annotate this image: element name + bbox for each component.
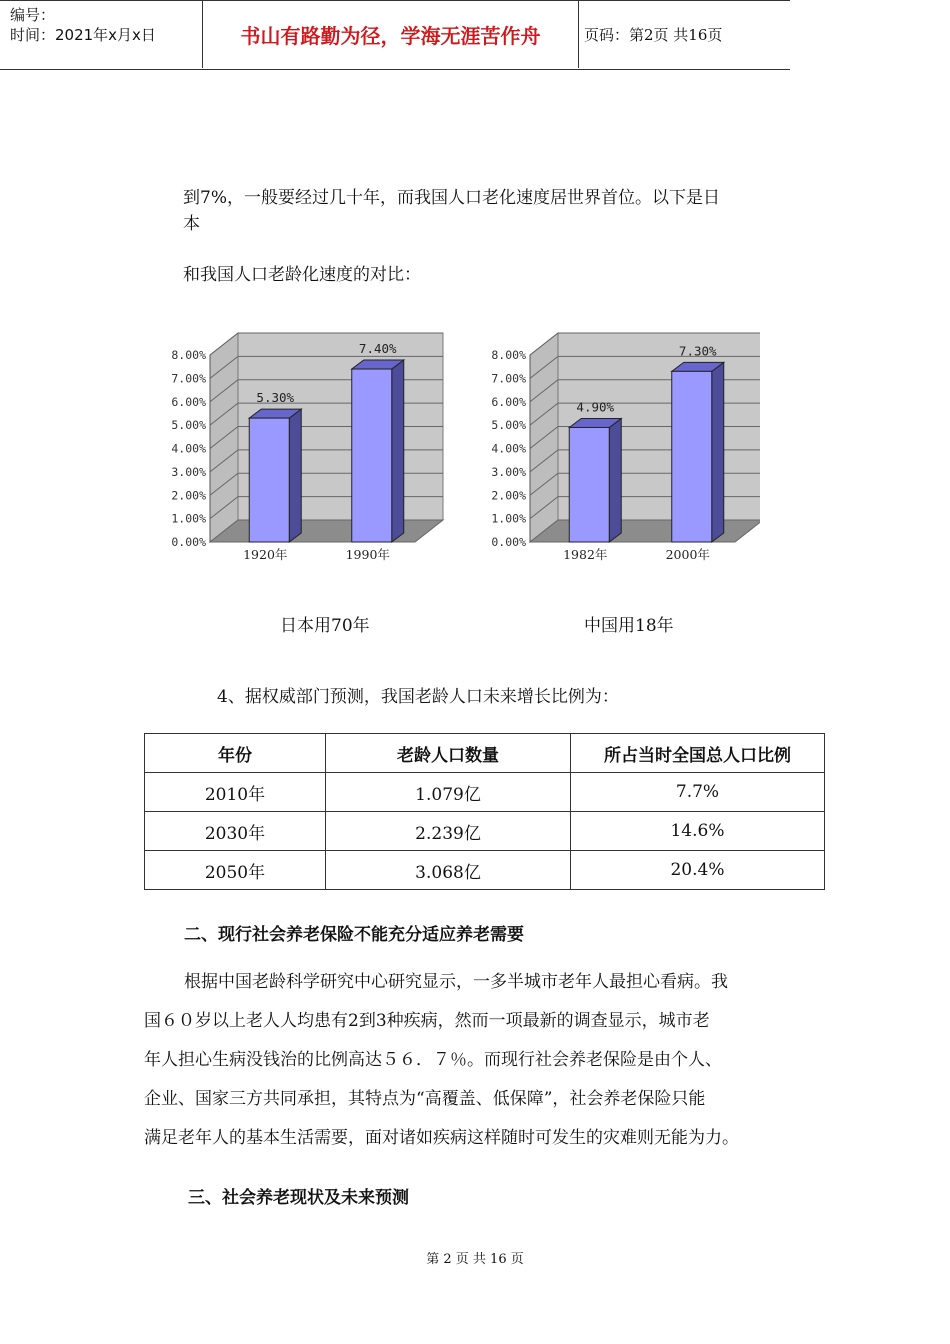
col-count: 老龄人口数量 — [326, 734, 571, 773]
bar — [249, 418, 289, 542]
bar-side — [609, 418, 621, 542]
page-footer: 第 2 页 共 16 页 — [426, 1252, 524, 1267]
cell-ratio: 14.6% — [571, 812, 825, 851]
forecast-table — [144, 733, 825, 890]
y-tick-label: 7.00% — [171, 371, 206, 386]
header-page-info: 页码：第2页 共16页 — [584, 25, 723, 44]
bar-side — [289, 409, 301, 542]
section2-title: 二、现行社会养老保险不能充分适应养老需要 — [184, 925, 524, 945]
intro-line-3: 和我国人口老龄化速度的对比： — [183, 265, 421, 285]
intro-line-1: 到7%，一般要经过几十年，而我国人口老化速度居世界首位。以下是日 — [183, 188, 720, 208]
y-tick-label: 5.00% — [171, 418, 206, 433]
paragraph-line: 年人担心生病没钱治的比例高达５６．７％。而现行社会养老保险是由个人、 — [144, 1050, 722, 1070]
cell-year: 2030年 — [145, 812, 326, 851]
data-label: 5.30% — [256, 390, 295, 406]
number-label: 编号： — [10, 6, 56, 24]
bar-side — [392, 360, 404, 542]
table-row — [145, 851, 825, 890]
floor — [530, 520, 760, 542]
bar — [672, 371, 712, 542]
bar-side — [712, 362, 724, 542]
x-tick-label: 1990年 — [345, 547, 390, 562]
table-header-row — [145, 734, 825, 773]
paragraph-line: 满足老年人的基本生活需要，面对诸如疾病这样随时可发生的灾难则无能为力。 — [144, 1128, 739, 1148]
chart-china — [470, 320, 760, 570]
paragraph-line: 根据中国老龄科学研究中心研究显示，一多半城市老年人最担心看病。我 — [184, 972, 728, 992]
cell-ratio: 20.4% — [571, 851, 825, 890]
y-tick-label: 6.00% — [171, 394, 206, 409]
y-tick-label: 4.00% — [491, 441, 526, 456]
y-tick-label: 7.00% — [491, 371, 526, 386]
section3-title: 三、社会养老现状及未来预测 — [188, 1188, 409, 1208]
y-tick-label: 1.00% — [171, 511, 206, 526]
data-label: 7.30% — [678, 343, 717, 359]
y-tick-label: 3.00% — [491, 464, 526, 479]
y-tick-label: 8.00% — [171, 348, 206, 362]
cell-year: 2010年 — [145, 773, 326, 812]
chart-japan — [150, 320, 450, 570]
section2-paragraph — [144, 963, 824, 1158]
paragraph-line: 企业、国家三方共同承担，其特点为“高覆盖、低保障”，社会养老保险只能 — [144, 1089, 706, 1109]
y-tick-label: 5.00% — [491, 418, 526, 433]
x-tick-label: 2000年 — [665, 547, 710, 562]
y-tick-label: 1.00% — [491, 511, 526, 526]
data-label: 7.40% — [358, 341, 397, 357]
col-year: 年份 — [145, 734, 326, 773]
page-header — [0, 0, 790, 70]
y-tick-label: 6.00% — [491, 394, 526, 409]
chart-caption-japan: 日本用70年 — [280, 616, 370, 636]
y-tick-label: 8.00% — [491, 348, 526, 362]
header-meta — [0, 0, 202, 68]
chart-caption-china: 中国用18年 — [584, 616, 674, 636]
x-tick-label: 1920年 — [243, 547, 288, 562]
y-tick-label: 4.00% — [171, 441, 206, 456]
data-label: 4.90% — [576, 399, 615, 415]
table-row — [145, 773, 825, 812]
cell-year: 2050年 — [145, 851, 326, 890]
y-tick-label: 2.00% — [171, 488, 206, 503]
time-label: 时间：2021年x月x日 — [10, 26, 156, 44]
y-tick-label: 0.00% — [171, 535, 206, 549]
y-tick-label: 2.00% — [491, 488, 526, 503]
col-ratio: 所占当时全国总人口比例 — [571, 734, 825, 773]
y-tick-label: 0.00% — [491, 535, 526, 549]
header-motto: 书山有路勤为径，学海无涯苦作舟 — [202, 0, 579, 68]
paragraph-line: 国６０岁以上老人人均患有2到3种疾病，然而一项最新的调查显示，城市老 — [144, 1011, 710, 1031]
bar — [352, 369, 392, 542]
cell-count: 2.239亿 — [326, 812, 571, 851]
y-tick-label: 3.00% — [171, 464, 206, 479]
floor — [210, 520, 443, 542]
cell-ratio: 7.7% — [571, 773, 825, 812]
cell-count: 1.079亿 — [326, 773, 571, 812]
bar — [569, 427, 609, 542]
intro-line-2: 本 — [183, 214, 200, 234]
cell-count: 3.068亿 — [326, 851, 571, 890]
x-tick-label: 1982年 — [563, 547, 608, 562]
forecast-heading: 4、据权威部门预测，我国老龄人口未来增长比例为： — [217, 687, 619, 707]
table-row — [145, 812, 825, 851]
